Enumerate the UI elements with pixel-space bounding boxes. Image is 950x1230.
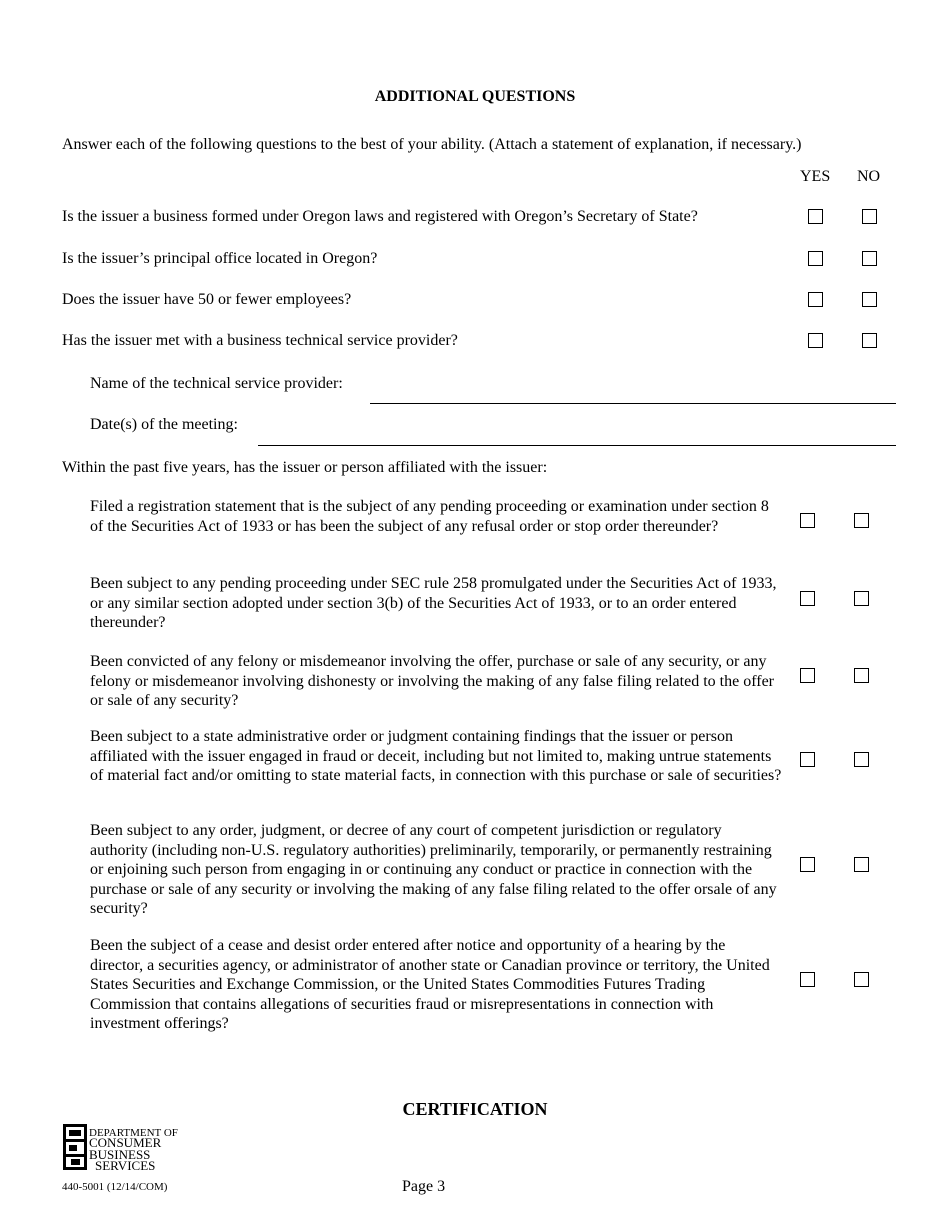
logo-text-department: DEPARTMENT OF: [89, 1127, 178, 1139]
past-five-years-heading: Within the past five years, has the issuer or person affiliated with the issuer:: [62, 459, 548, 476]
yes-checkbox-sec-rule-258[interactable]: [800, 591, 815, 606]
item-court-order: Been subject to any order, judgment, or decree of any court of competent jurisdiction or regulatory authority (including non-U.S. regulatory authorities) preliminarily, temporarily, or permanently restraining or enjoining such person from engaging in or continuing any conduct or practice in connection with the purchase or sale of any security or involving the making of any false filing related to the offer orsale of any security?: [90, 822, 777, 917]
yes-checkbox-cease-desist-order[interactable]: [800, 972, 815, 987]
no-checkbox-sec-rule-258[interactable]: [854, 591, 869, 606]
meeting-date-label: Date(s) of the meeting:: [90, 416, 238, 433]
yes-checkbox-registration-statement[interactable]: [800, 513, 815, 528]
no-checkbox-cease-desist-order[interactable]: [854, 972, 869, 987]
no-checkbox-state-administrative-order[interactable]: [854, 752, 869, 767]
provider-name-underline: [370, 403, 896, 404]
provider-name-label: Name of the technical service provider:: [90, 375, 343, 392]
question-service-provider: Has the issuer met with a business technical service provider?: [62, 332, 458, 349]
dcbs-logo-mark: [62, 1123, 180, 1173]
yes-checkbox-felony-conviction[interactable]: [800, 668, 815, 683]
yes-column-header: YES: [800, 168, 831, 185]
question-oregon-business: Is the issuer a business formed under Oregon laws and registered with Oregon’s Secretary of State?: [62, 208, 698, 225]
item-sec-rule-258: Been subject to any pending proceeding under SEC rule 258 promulgated under the Securities Act of 1933, or any similar section adopted under section 3(b) of the Securities Act of 1933, or to an order entered thereunder?: [90, 575, 777, 631]
yes-checkbox-court-order[interactable]: [800, 857, 815, 872]
yes-checkbox-service-provider[interactable]: [808, 333, 823, 348]
no-checkbox-employees[interactable]: [862, 292, 877, 307]
no-checkbox-principal-office[interactable]: [862, 251, 877, 266]
no-checkbox-felony-conviction[interactable]: [854, 668, 869, 683]
logo-text-business: BUSINESS: [89, 1147, 151, 1162]
instructions: Answer each of the following questions to the best of your ability. (Attach a statement of explanation, if necessary.): [62, 136, 802, 153]
item-cease-desist-order: Been the subject of a cease and desist order entered after notice and opportunity of a hearing by the director, a securities agency, or administrator of another state or Canadian province or territory, the United States Securities and Exchange Commission, or the United States Commodities Futures Trading Commission that contains allegations of securities fraud or misrepresentations in connection with investment offerings?: [90, 937, 770, 1032]
page-title: ADDITIONAL QUESTIONS: [374, 88, 576, 105]
provider-name-field[interactable]: [370, 378, 896, 398]
yes-checkbox-employees[interactable]: [808, 292, 823, 307]
yes-checkbox-state-administrative-order[interactable]: [800, 752, 815, 767]
item-felony-conviction: Been convicted of any felony or misdemeanor involving the offer, purchase or sale of any security, or any felony or misdemeanor involving dishonesty or involving the making of any false filing related to the offer or sale of any security?: [90, 653, 774, 709]
no-checkbox-service-provider[interactable]: [862, 333, 877, 348]
yes-checkbox-oregon-business[interactable]: [808, 209, 823, 224]
logo-text-services: SERVICES: [95, 1158, 156, 1173]
certification-heading: CERTIFICATION: [402, 1099, 548, 1119]
meeting-date-field[interactable]: [258, 420, 896, 440]
dcbs-logo: [62, 1123, 180, 1173]
question-employees: Does the issuer have 50 or fewer employees?: [62, 291, 352, 308]
logo-text-consumer: CONSUMER: [89, 1135, 162, 1150]
no-checkbox-court-order[interactable]: [854, 857, 869, 872]
no-checkbox-registration-statement[interactable]: [854, 513, 869, 528]
page-number: Page 3: [402, 1178, 446, 1195]
question-principal-office: Is the issuer’s principal office located in Oregon?: [62, 250, 378, 267]
item-registration-statement: Filed a registration statement that is the subject of any pending proceeding or examination under section 8 of the Securities Act of 1933 or has been the subject of any refusal order or stop order thereunder?: [90, 498, 769, 535]
item-state-administrative-order: Been subject to a state administrative order or judgment containing findings that the issuer or person affiliated with the issuer engaged in fraud or deceit, including but not limited to, making untrue statements of material fact and/or omitting to state material facts, in connection with this purchase or sale of securities?: [90, 728, 782, 784]
yes-checkbox-principal-office[interactable]: [808, 251, 823, 266]
meeting-date-underline: [258, 445, 896, 446]
no-column-header: NO: [857, 168, 881, 185]
form-number: 440-5001 (12/14/COM): [62, 1181, 168, 1193]
no-checkbox-oregon-business[interactable]: [862, 209, 877, 224]
